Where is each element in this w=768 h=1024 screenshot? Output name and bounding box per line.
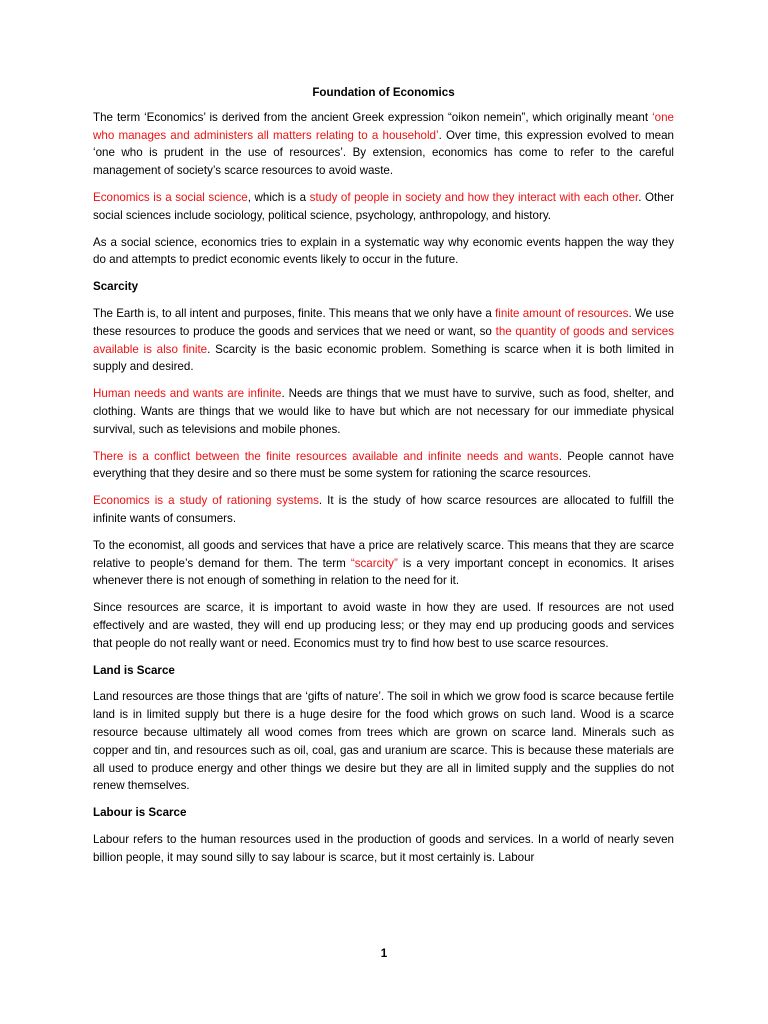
text-run: To the economist, all goods and services that have a price are relatively scarce. This means that they are scarce relative to people’s demand for them. The term <box>93 538 674 570</box>
text-run: The Earth is, to all intent and purposes, finite. This means that we only have a <box>93 306 496 320</box>
paragraph-needs-wants <box>93 385 674 438</box>
document-title: Foundation of Economics <box>312 86 455 99</box>
highlighted-text: Economics is a study of rationing systems <box>93 494 319 508</box>
section-heading-land: Land is Scarce <box>93 663 175 677</box>
paragraph-systematic: As a social science, economics tries to explain in a systematic way why economic events happen the way they do and attempts to predict economic events likely to occur in the future. <box>93 235 674 267</box>
paragraph-finite-earth <box>93 305 674 376</box>
section-heading-scarcity: Scarcity <box>93 280 139 294</box>
page-number: 1 <box>380 947 388 960</box>
highlighted-text: ‘one who manages and administers all matters relating to a household’ <box>93 110 674 142</box>
highlighted-text: study of people in society and how they interact with each other <box>309 190 639 204</box>
highlighted-text: Human needs and wants are infinite <box>93 387 282 401</box>
paragraph-rationing <box>93 492 674 528</box>
paragraph-social-science <box>93 189 674 225</box>
text-run: . We use these resources to produce the goods and services that we need or want, so <box>93 306 674 338</box>
text-run: . Over time, this expression evolved to mean ‘one who is prudent in the use of resources’. By extension, economics has come to refer to the careful management of society’s scarce resources to avoid waste. <box>93 128 674 178</box>
highlighted-text: There is a conflict between the finite resources available and infinite needs and wants <box>93 449 559 463</box>
highlighted-text: Economics is a social science <box>93 190 248 204</box>
paragraph-etymology <box>93 109 674 180</box>
text-run: . It is the study of how scarce resources are allocated to fulfill the infinite wants of consumers. <box>93 494 674 525</box>
highlighted-text: “scarcity” <box>350 556 398 570</box>
text-run: is a very important concept in economics. It arises whenever there is not enough of something in relation to the need for it. <box>93 556 674 588</box>
text-run: . Needs are things that we must have to survive, such as food, shelter, and clothing. Wants are things that we would like to have but which are not necessary for our immediate physical survival, such as televisions and mobile phones. <box>93 387 674 436</box>
text-run: . Other social sciences include sociology, political science, psychology, anthropology, and history. <box>93 190 674 222</box>
text-run: The term ‘Economics’ is derived from the ancient Greek expression “oikon nemein”, which originally meant <box>93 110 653 124</box>
highlighted-text: the quantity of goods and services available is also finite <box>93 324 674 356</box>
paragraph-labour: Labour refers to the human resources used in the production of goods and services. In a world of nearly seven billion people, it may sound silly to say labour is scarce, but it most certainly is. Labour <box>93 832 674 864</box>
text-run: , which is a <box>247 190 310 204</box>
highlighted-text: finite amount of resources <box>495 306 629 320</box>
document-page <box>93 84 674 866</box>
paragraph-relative-scarcity <box>93 537 674 590</box>
text-run: . Scarcity is the basic economic problem. Something is scarce when it is both limited in supply and desired. <box>93 342 674 374</box>
section-heading-labour: Labour is Scarce <box>93 806 187 820</box>
text-run: . People cannot have everything that they desire and so there must be some system for rationing the scarce resources. <box>93 449 675 481</box>
paragraph-avoid-waste: Since resources are scarce, it is important to avoid waste in how they are used. If resources are not used effectively and are wasted, they will end up producing less; or they may end up producing goods and services that people do not really want or need. Economics must try to find how best to use scarce resources. <box>93 601 674 650</box>
paragraph-conflict <box>93 448 674 484</box>
paragraph-land: Land resources are those things that are ‘gifts of nature’. The soil in which we grow food is scarce because fertile land is in limited supply but there is a huge desire for the food which grows on such land. Wood is a scarce resource because ultimately all wood comes from trees which are grown on scarce land. Minerals such as copper and tin, and resources such as oil, coal, gas and uranium are scarce. This is because these materials are all used to produce energy and other things we desire but they are all in limited supply and the supplies do not renew themselves. <box>93 690 674 793</box>
